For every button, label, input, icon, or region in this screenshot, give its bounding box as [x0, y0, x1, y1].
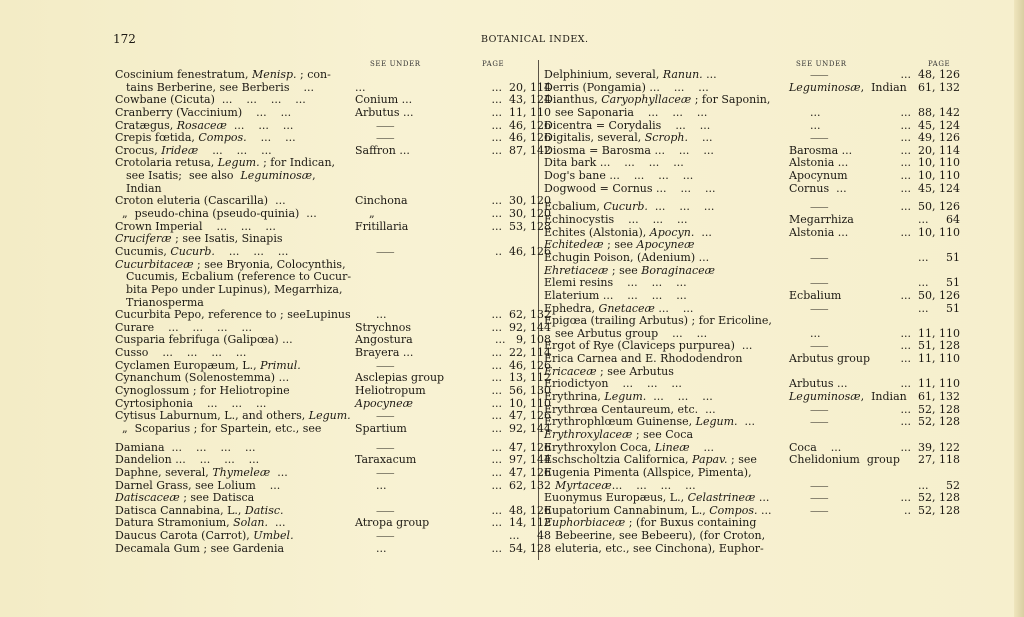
entry-text: Cyrtosiphonia ... ... ... — [115, 396, 267, 410]
see-under-text: Chelidonium group — [789, 453, 900, 467]
page-reference: ... 88, 142 — [900, 105, 960, 119]
entry-text: Crown Imperial ... ... ... — [115, 219, 276, 233]
page-reference: 61, 132 — [918, 80, 960, 94]
see-under-text: Conium ... — [355, 93, 413, 107]
see-under-text: ⸺ — [355, 358, 395, 372]
entry-text: Dandelion ... ... ... ... — [115, 453, 260, 467]
see-under-text: Coca ... — [789, 440, 842, 454]
see-under-text: Alstonia ... — [789, 156, 849, 170]
see-under-text: ⸺ — [789, 503, 829, 517]
index-entry-row — [115, 529, 551, 543]
page-reference: ... 48, 126 — [900, 68, 960, 81]
entry-text: see Isatis; see also Leguminosæ, — [126, 169, 316, 183]
entry-text: Cynanchum (Solenostemma) ... — [115, 371, 290, 385]
entry-text: Erythroxylon Coca, Lineæ ... — [544, 440, 715, 454]
page-reference: ... 52 — [918, 478, 960, 492]
page-reference: ... 20, 114 — [900, 143, 960, 157]
page-reference: ... 62, 132 — [491, 308, 551, 322]
page-reference: ... 56, 130 — [491, 384, 551, 398]
see-under-text: ... — [355, 478, 387, 492]
entry-text: Cowbane (Cicuta) ... ... ... ... — [115, 93, 306, 107]
entry-text: Dogwood = Cornus ... ... ... — [544, 181, 716, 195]
index-entry-row — [115, 207, 551, 221]
right-index-column — [544, 69, 964, 555]
entry-text: Cranberry (Vaccinium) ... ... — [115, 105, 292, 119]
page-reference: 27, 118 — [918, 453, 960, 467]
entry-text: Bebeerine, see Bebeeru), (for Croton, — [555, 529, 766, 543]
index-entry-row — [115, 421, 551, 436]
right-page-header: PAGE — [928, 60, 951, 68]
entry-text: Dicentra = Corydalis ... ... — [544, 118, 711, 132]
index-entry-row — [544, 454, 964, 467]
entry-text: Crocus, Irideæ ... ... ... — [115, 143, 272, 157]
index-entry-row — [544, 107, 964, 120]
see-under-text: „ — [355, 207, 375, 221]
see-under-text: ⸺ — [789, 491, 829, 505]
index-entry-row — [544, 315, 964, 328]
index-entry-row — [115, 308, 551, 322]
see-under-text: Apocynum — [789, 169, 848, 183]
index-entry-row — [115, 541, 551, 556]
page-reference: ... 51 — [918, 250, 960, 264]
see-under-text: Spartium — [355, 421, 407, 435]
page-reference: ... 52, 128 — [900, 415, 960, 429]
page-reference: ... 11, 110 — [900, 377, 960, 391]
page-reference: ... 30, 120 — [491, 207, 551, 221]
entry-text: Damiana ... ... ... ... — [115, 440, 256, 454]
page-reference: ... 51 — [918, 276, 960, 290]
see-under-text: ⸺ — [789, 478, 829, 492]
page-reference: ... 43, 124 — [491, 93, 551, 107]
index-entry-row — [544, 391, 964, 404]
entry-text: see Saponaria ... ... ... — [555, 105, 708, 119]
entry-text: Myrtaceæ... ... ... ... — [555, 478, 696, 492]
see-under-text: ... — [789, 118, 821, 132]
entry-text: Ehretiaceæ ; see Boraginaceæ — [544, 263, 715, 277]
entry-text: Elemi resins ... ... ... — [544, 276, 687, 290]
page-reference: ... 45, 124 — [900, 118, 960, 132]
entry-text: Erythrœa Centaureum, etc. ... — [544, 402, 716, 416]
index-entry-row — [115, 69, 535, 82]
index-entry-row — [115, 284, 535, 297]
left-page-header: PAGE — [482, 60, 505, 68]
entry-text: Indian — [126, 181, 162, 195]
see-under-text: ⸺ — [355, 440, 395, 454]
entry-text: Cucumis, Ecbalium (reference to Cucur- — [126, 270, 352, 284]
entry-text: Digitalis, several, Scroph. ... — [544, 131, 713, 145]
index-entry-row — [544, 132, 964, 145]
index-entry-row — [115, 465, 551, 480]
see-under-text: Arbutus group — [789, 352, 871, 366]
page-reference: ... 10, 110 — [491, 396, 551, 410]
see-under-text: ⸺ — [355, 244, 395, 258]
index-entry-row — [544, 170, 964, 183]
see-under-text: ⸺ — [355, 529, 395, 543]
index-entry-row — [544, 543, 964, 556]
see-under-text: ⸺ — [789, 250, 829, 264]
see-under-text: Asclepias group — [355, 371, 445, 385]
see-under-text: Heliotropum — [355, 384, 426, 398]
entry-text: „ pseudo-china (pseudo-quinia) ... — [115, 207, 317, 221]
page-reference: ... 47, 126 — [491, 440, 551, 454]
page-reference: ... 53, 128 — [491, 219, 551, 233]
index-entry-row — [115, 492, 535, 505]
see-under-text: ⸺ — [355, 503, 395, 517]
entry-text: Euphorbiaceæ ; (for Buxus containing — [544, 516, 757, 530]
entry-text: Cucurbita Pepo, reference to ; seeLupinus — [115, 308, 351, 322]
see-under-text: Angostura — [355, 333, 413, 347]
page-reference: .. 46, 126 — [495, 244, 551, 258]
see-under-text: Arbutus ... — [789, 377, 848, 391]
page-reference: ... 62, 132 — [491, 478, 551, 492]
entry-text: Eschscholtzia Californica, Papav. ; see — [544, 453, 757, 467]
see-under-text: Saffron ... — [355, 143, 410, 157]
page-reference: ... 11, 110 — [491, 105, 551, 119]
see-under-text: ... — [789, 326, 821, 340]
entry-text: Diosma = Barosma ... ... ... — [544, 143, 714, 157]
see-under-text: Taraxacum — [355, 453, 417, 467]
index-entry-row — [544, 277, 964, 290]
page-reference: ... 52, 128 — [900, 491, 960, 505]
page-reference: ... 92, 144 — [491, 421, 551, 435]
page-reference: ... 14, 112 — [491, 516, 551, 530]
entry-text: see Arbutus group ... ... — [555, 326, 708, 340]
see-under-text: Megarrhiza — [789, 213, 854, 227]
see-under-text: ... — [355, 308, 387, 322]
page-reference: ... 20, 114 — [491, 80, 551, 94]
running-title: BOTANICAL INDEX. — [481, 34, 589, 45]
entry-text: Echugin Poison, (Adenium) ... — [544, 250, 710, 264]
page-reference: ... 48 — [509, 529, 551, 543]
entry-text: Erythrophlœum Guinense, Legum. ... — [544, 415, 755, 429]
see-under-text: ⸺ — [789, 200, 829, 214]
right-see-under-header: SEE UNDER — [796, 60, 847, 68]
entry-text: Elaterium ... ... ... ... — [544, 288, 687, 302]
page-reference: ... 10, 110 — [900, 156, 960, 170]
entry-text: Decamala Gum ; see Gardenia — [115, 541, 285, 555]
see-under-text: ⸺ — [355, 131, 395, 145]
entry-text: Dog's bane ... ... ... ... — [544, 169, 694, 183]
page-reference: ... 51, 128 — [900, 339, 960, 353]
page-reference: ... 11, 110 — [900, 352, 960, 366]
page-reference: ... 11, 110 — [900, 326, 960, 340]
entry-text: Croton eluteria (Cascarilla) ... — [115, 194, 286, 208]
index-entry-row — [115, 271, 535, 284]
see-under-text: ⸺ — [789, 301, 829, 315]
page-reference: ... 13, 112 — [491, 371, 551, 385]
entry-text: tains Berberine, see Berberis ... — [126, 80, 314, 94]
entry-text: „ Scoparius ; for Spartein, etc., see — [115, 421, 322, 435]
see-under-text: Barosma ... — [789, 143, 853, 157]
entry-text: Ericaceæ ; see Arbutus — [544, 364, 674, 378]
entry-text: Erythrina, Legum. ... ... ... — [544, 390, 713, 404]
entry-text: Cucumis, Cucurb. ... ... ... — [115, 244, 289, 258]
page-reference: ... 48, 126 — [491, 503, 551, 517]
index-entry-row — [115, 170, 535, 183]
page-reference: ... 50, 126 — [900, 288, 960, 302]
see-under-text: Atropa group — [355, 516, 430, 530]
see-under-text: Leguminosæ, Indian — [789, 390, 907, 404]
entry-text: eluteria, etc., see Cinchona), Euphor- — [555, 541, 764, 555]
entry-text: Cratægus, Rosaceæ ... ... ... — [115, 118, 294, 132]
entry-text: Curare ... ... ... ... — [115, 320, 252, 334]
entry-text: Epigœa (trailing Arbutus) ; for Ericoline, — [544, 314, 772, 328]
page-reference: ... 46, 126 — [491, 358, 551, 372]
see-under-text: Leguminosæ, Indian — [789, 80, 907, 94]
page-reference: ... 10, 110 — [900, 169, 960, 183]
entry-text: Cruciferæ ; see Isatis, Sinapis — [115, 232, 283, 246]
page-reference: ... 49, 126 — [900, 131, 960, 145]
see-under-text: ... — [355, 541, 387, 555]
entry-text: Erica Carnea and E. Rhododendron — [544, 352, 743, 366]
see-under-text: ⸺ — [789, 415, 829, 429]
entry-text: Cusso ... ... ... ... — [115, 346, 247, 360]
page-reference: ... 87, 142 — [491, 143, 551, 157]
page-reference: ... 30, 120 — [491, 194, 551, 208]
page-reference: ... 46, 126 — [491, 118, 551, 132]
entry-text: Daucus Carota (Carrot), Umbel. — [115, 529, 294, 543]
page-reference: ... 22, 114 — [491, 346, 551, 360]
entry-text: Eupatorium Cannabinum, L., Compos. ... — [544, 503, 772, 517]
entry-text: Dianthus, Caryophyllaceæ ; for Saponin, — [544, 93, 771, 107]
see-under-text: Apocyneæ — [355, 396, 413, 410]
see-under-text: Cornus ... — [789, 181, 847, 195]
entry-text: Datiscaceæ ; see Datisca — [115, 491, 255, 505]
entry-text: Eriodictyon ... ... ... — [544, 377, 682, 391]
entry-text: bita Pepo under Lupinus), Megarrhiza, — [126, 282, 343, 296]
see-under-text: ⸺ — [789, 402, 829, 416]
entry-text: Derris (Pongamia) ... ... ... — [544, 80, 709, 94]
see-under-text: ⸺ — [355, 465, 395, 479]
index-entry-row — [544, 429, 964, 442]
see-under-text: ⸺ — [789, 276, 829, 290]
entry-text: Datisca Cannabina, L., Datisc. — [115, 503, 284, 517]
entry-text: Cynoglossum ; for Heliotropine — [115, 384, 290, 398]
see-under-text: ⸺ — [789, 131, 829, 145]
entry-text: Ephedra, Gnetaceæ ... ... — [544, 301, 694, 315]
entry-text: Dita bark ... ... ... ... — [544, 156, 684, 170]
see-under-text: Brayera ... — [355, 346, 414, 360]
entry-text: Cyclamen Europæum, L., Primul. — [115, 358, 301, 372]
page-reference: ... 50, 126 — [900, 200, 960, 214]
see-under-text: Cinchona — [355, 194, 408, 208]
page-reference: ... 52, 128 — [900, 402, 960, 416]
index-entry-row — [544, 183, 964, 196]
index-entry-row — [544, 530, 964, 543]
page-reference: ... 64 — [918, 213, 960, 227]
left-index-column — [115, 68, 551, 555]
see-under-text: ⸺ — [355, 409, 395, 423]
entry-text: Crepis fœtida, Compos. ... ... — [115, 131, 296, 145]
entry-text: Trianosperma — [126, 295, 204, 309]
page-reference: ... 97, 144 — [491, 453, 551, 467]
page-reference: ... 39, 122 — [900, 440, 960, 454]
entry-text: Cucurbitaceæ ; see Bryonia, Colocynthis, — [115, 257, 346, 271]
index-entry-row — [115, 384, 551, 398]
entry-text: Erythroxylaceæ ; see Coca — [544, 427, 694, 441]
entry-text: Cytisus Laburnum, L., and others, Legum. — [115, 409, 351, 423]
entry-text: Coscinium fenestratum, Menisp. ; con- — [115, 68, 331, 81]
page-reference: ... 45, 124 — [900, 181, 960, 195]
index-entry-row — [544, 353, 964, 366]
see-under-text: ... — [789, 105, 821, 119]
entry-text: Cusparia febrifuga (Galipœa) ... — [115, 333, 293, 347]
see-under-text: Alstonia ... — [789, 225, 849, 239]
see-under-text: Fritillaria — [355, 219, 409, 233]
see-under-text: ⸺ — [789, 68, 829, 81]
page-reference: ... 10, 110 — [900, 225, 960, 239]
see-under-text: Ecbalium — [789, 288, 842, 302]
entry-text: Crotolaria retusa, Legum. ; for Indican, — [115, 156, 336, 170]
entry-text: Ecbalium, Cucurb. ... ... ... — [544, 200, 715, 214]
entry-text: Echinocystis ... ... ... — [544, 213, 688, 227]
page-reference: ... 46, 126 — [491, 131, 551, 145]
entry-text: Delphinium, several, Ranun. ... — [544, 68, 717, 81]
entry-text: Euonymus Europæus, L., Celastrineæ ... — [544, 491, 770, 505]
entry-text: Echitedeæ ; see Apocyneæ — [544, 238, 695, 252]
entry-text: Echites (Alstonia), Apocyn. ... — [544, 225, 712, 239]
see-under-text: Strychnos — [355, 320, 412, 334]
left-see-under-header: SEE UNDER — [370, 60, 421, 68]
page-reference: 61, 132 — [918, 390, 960, 404]
see-under-text: ... — [355, 80, 366, 94]
page-reference: ... 47, 126 — [491, 465, 551, 479]
page-reference: ... 92, 144 — [491, 320, 551, 334]
page-reference: ... 54, 128 — [491, 541, 551, 555]
page-reference: ... 9, 108 — [495, 333, 551, 347]
index-entry-row — [115, 453, 551, 467]
entry-text: Datura Stramonium, Solan. ... — [115, 516, 286, 530]
see-under-text: Arbutus ... — [355, 105, 414, 119]
index-entry-row — [115, 346, 551, 360]
page-spine-shadow — [1014, 0, 1024, 617]
page-number: 172 — [113, 32, 136, 46]
see-under-text: ⸺ — [355, 118, 395, 132]
see-under-text: ⸺ — [789, 339, 829, 353]
entry-text: Ergot of Rye (Claviceps purpurea) ... — [544, 339, 753, 353]
entry-text: Darnel Grass, see Lolium ... — [115, 478, 281, 492]
page-reference: ... 51 — [918, 301, 960, 315]
index-entry-row — [544, 214, 964, 227]
entry-text: Eugenia Pimenta (Allspice, Pimenta), — [544, 465, 752, 479]
page-reference: ... 47, 126 — [491, 409, 551, 423]
entry-text: Daphne, several, Thymeleæ ... — [115, 465, 288, 479]
page-reference: .. 52, 128 — [904, 503, 960, 517]
index-entry-row — [544, 69, 964, 82]
page-header — [0, 32, 1024, 48]
